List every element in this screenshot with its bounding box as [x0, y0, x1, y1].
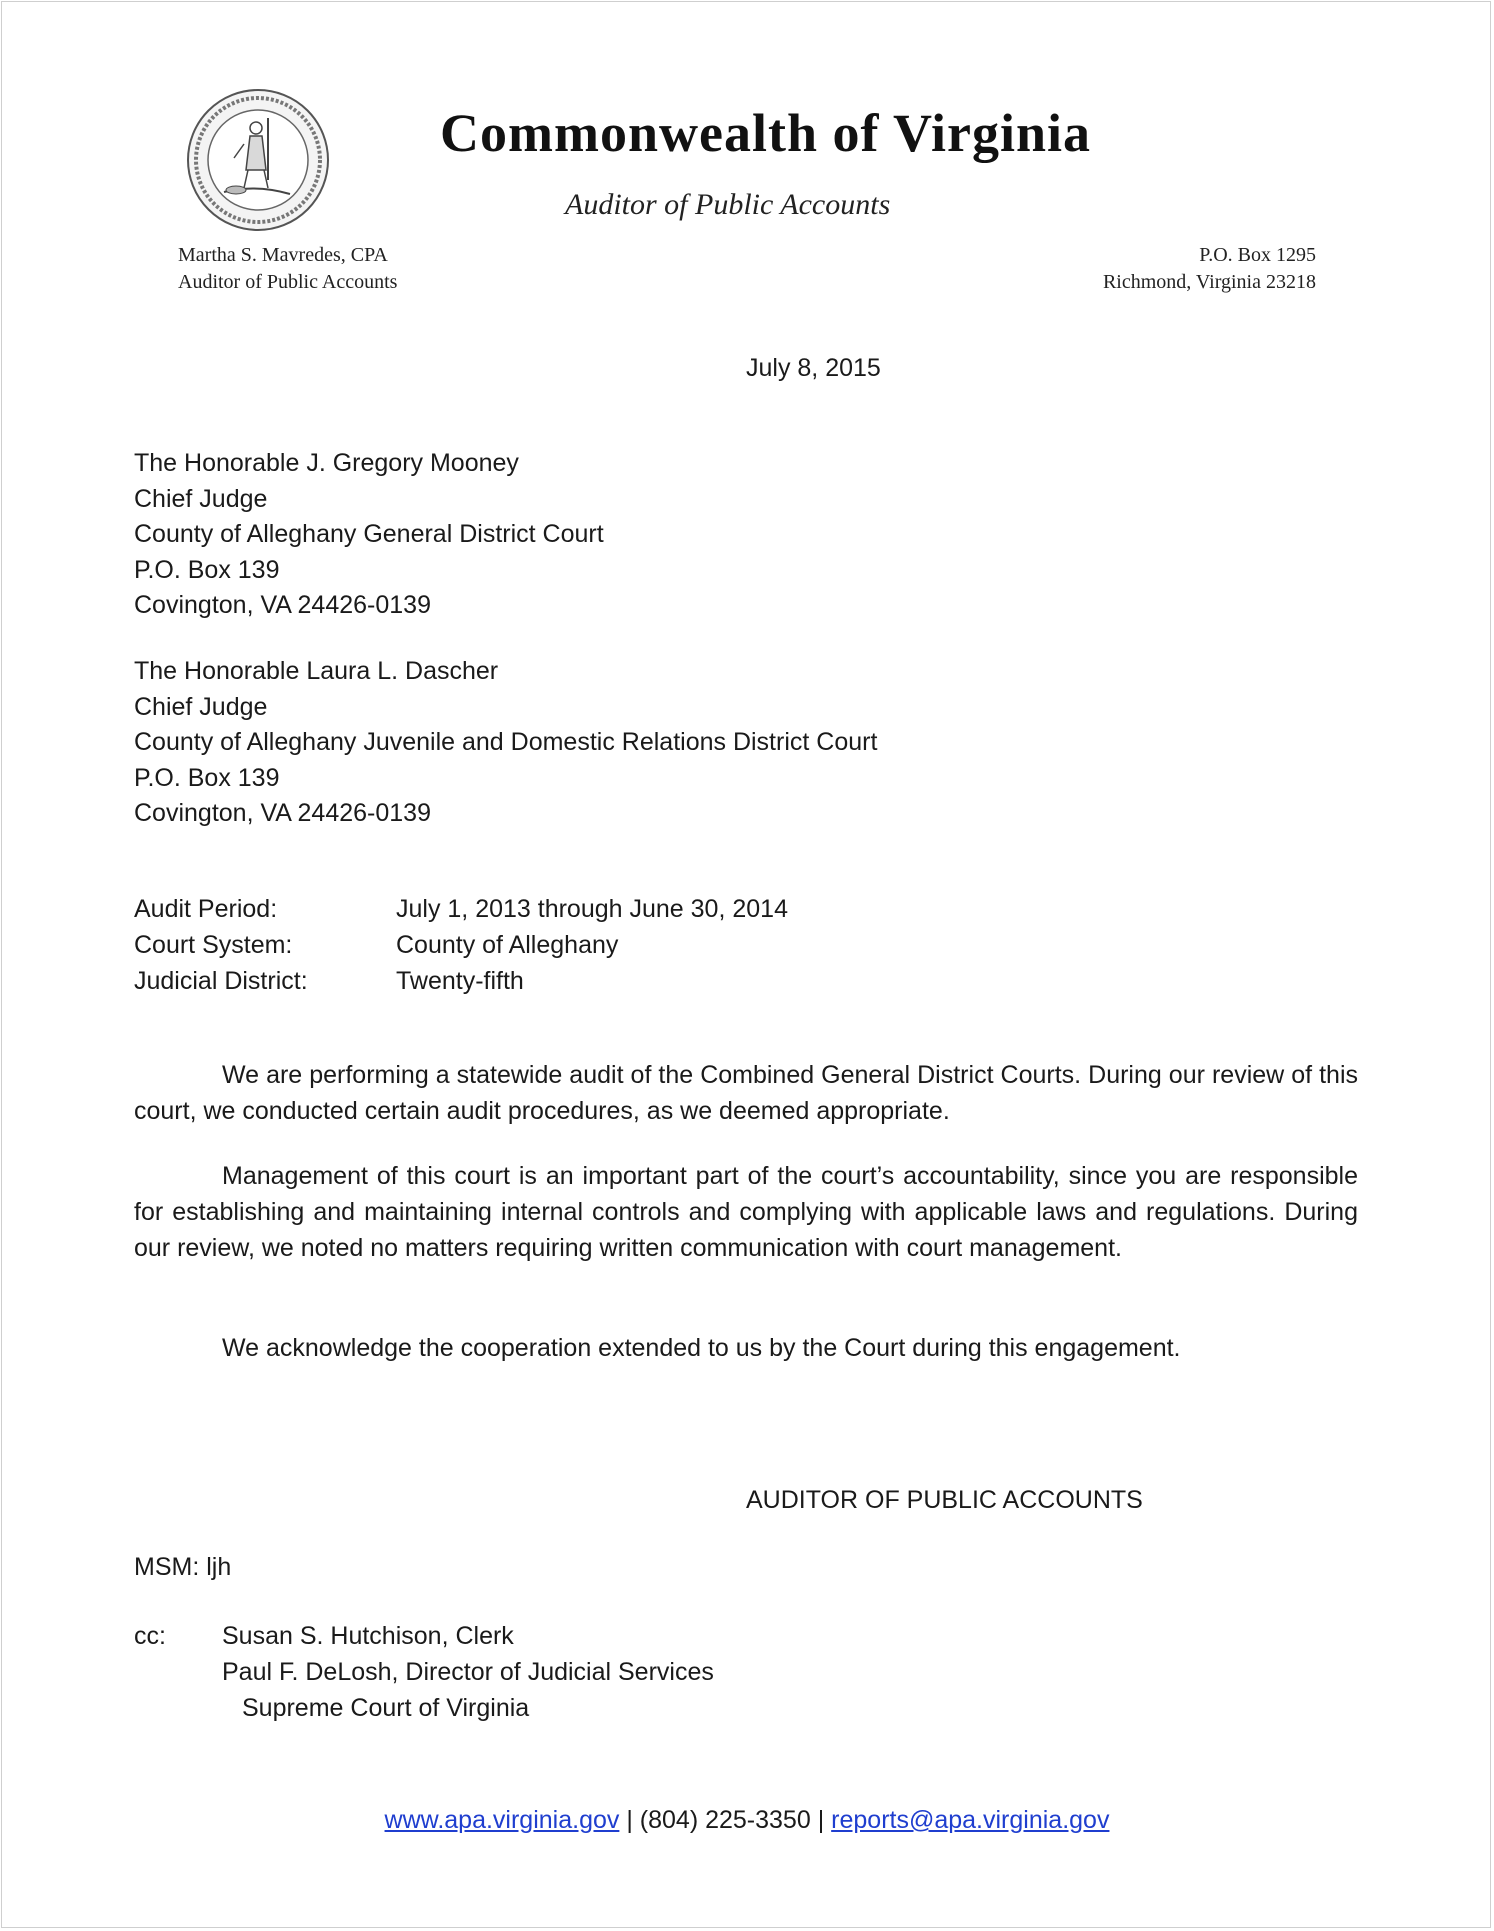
- cc-label: cc:: [134, 1622, 166, 1650]
- letterhead-subtitle: Auditor of Public Accounts: [565, 188, 891, 221]
- footer-separator: |: [817, 1806, 825, 1834]
- website-link[interactable]: www.apa.virginia.gov: [384, 1806, 620, 1834]
- letterhead-title: Commonwealth of Virginia: [440, 103, 1091, 163]
- recipient-line: Covington, VA 24426-0139: [134, 591, 431, 619]
- body-paragraph-3: [134, 1330, 1358, 1366]
- letterhead-address-block: [1103, 242, 1316, 296]
- auditor-title: Auditor of Public Accounts: [178, 271, 398, 293]
- recipient-address-1: [134, 446, 604, 624]
- typist-initials: MSM: ljh: [134, 1553, 232, 1581]
- audit-info-block: [134, 891, 788, 999]
- footer-contact: [0, 1806, 1494, 1835]
- audit-info-value: County of Alleghany: [396, 931, 619, 959]
- phone-number: (804) 225-3350: [639, 1806, 811, 1834]
- audit-info-value: Twenty-fifth: [396, 967, 524, 995]
- letter-date: July 8, 2015: [746, 354, 881, 382]
- cc-recipient: Susan S. Hutchison, Clerk: [222, 1622, 514, 1650]
- recipient-line: The Honorable J. Gregory Mooney: [134, 449, 519, 477]
- virginia-state-seal-icon: [186, 88, 330, 232]
- audit-info-label: Audit Period:: [134, 895, 278, 923]
- recipient-line: County of Alleghany Juvenile and Domestic Relations District Court: [134, 728, 878, 756]
- body-paragraph-2: [134, 1158, 1358, 1266]
- body-paragraph-1: [134, 1057, 1358, 1129]
- po-box: P.O. Box 1295: [1199, 244, 1316, 266]
- recipient-line: P.O. Box 139: [134, 763, 280, 792]
- paragraph-text: We are performing a statewide audit of the Combined General District Courts. During our review of this court, we conducted certain audit procedures, as we deemed appropriate.: [134, 1061, 1358, 1125]
- footer-separator: |: [626, 1806, 633, 1834]
- recipient-line: Chief Judge: [134, 484, 268, 513]
- paragraph-text: We acknowledge the cooperation extended to us by the Court during this engagement.: [222, 1334, 1181, 1362]
- signature-block: AUDITOR OF PUBLIC ACCOUNTS: [746, 1486, 1143, 1514]
- recipient-address-2: [134, 654, 877, 832]
- recipient-line: The Honorable Laura L. Dascher: [134, 657, 499, 685]
- auditor-name: Martha S. Mavredes, CPA: [178, 244, 388, 266]
- recipient-line: Covington, VA 24426-0139: [134, 799, 431, 827]
- audit-info-label: Judicial District:: [134, 967, 308, 995]
- cc-list: [222, 1618, 714, 1726]
- audit-info-label: Court System:: [134, 931, 293, 959]
- audit-info-row: [134, 963, 788, 999]
- recipient-line: County of Alleghany General District Court: [134, 520, 604, 548]
- cc-recipient: Supreme Court of Virginia: [242, 1694, 530, 1722]
- email-link[interactable]: reports@apa.virginia.gov: [831, 1806, 1110, 1834]
- recipient-line: Chief Judge: [134, 692, 268, 721]
- audit-info-value: July 1, 2013 through June 30, 2014: [396, 895, 788, 923]
- paragraph-text: Management of this court is an important part of the court’s accountability, since you are responsible for establishing and maintaining internal controls and complying with applicable laws and regulations. During our review, we noted no matters requiring written communication with court management.: [134, 1162, 1358, 1262]
- city-state-zip: Richmond, Virginia 23218: [1102, 271, 1316, 293]
- recipient-line: P.O. Box 139: [134, 555, 280, 584]
- audit-info-row: [134, 891, 788, 927]
- audit-info-row: [134, 927, 788, 963]
- cc-recipient: Paul F. DeLosh, Director of Judicial Services: [222, 1658, 714, 1686]
- letterhead-auditor-block: [178, 242, 397, 296]
